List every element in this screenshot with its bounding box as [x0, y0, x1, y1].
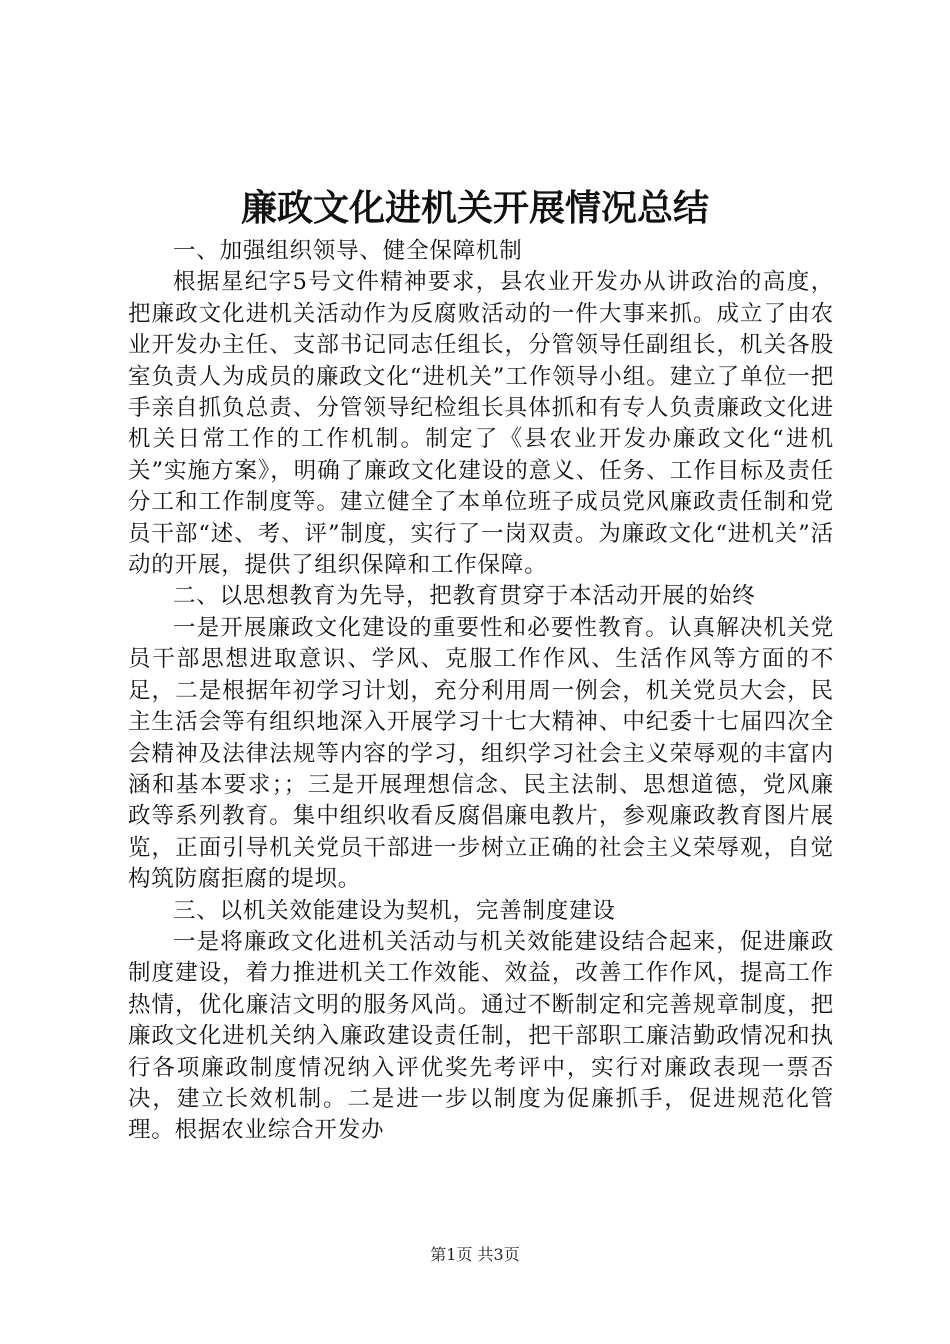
paragraph-1: 根据星纪字5号文件精神要求，县农业开发办从讲政治的高度，把廉政文化进机关活动作为反腐败活动的一件大事来抓。成立了由农业开发办主任、支部书记同志任组长，分管领导任副组长，机关各股室负责人为成员的廉政文化“进机关”工作领导小组。建立了单位一把手亲自抓负总责、分管领导纪检组长具体抓和有专人负责廉政文化进机关日常工作的工作机制。制定了《县农业开发办廉政文化“进机关”实施方案》，明确了廉政文化建设的意义、任务、工作目标及责任分工和工作制度等。建立健全了本单位班子成员党风廉政责任制和党员干部“述、考、评”制度，实行了一岗双责。为廉政文化“进机关”活动的开展，提供了组织保障和工作保障。 [128, 269, 834, 579]
section-heading-3: 三、以机关效能建设为契机，完善制度建设 [173, 897, 616, 924]
section-heading-1: 一、加强组织领导、健全保障机制 [173, 238, 523, 264]
document-title: 廉政文化进机关开展情况总结 [240, 187, 709, 229]
paragraph-2: 一是开展廉政文化建设的重要性和必要性教育。认真解决机关党员干部思想进取意识、学风、克服工作作风、生活作风等方面的不足，二是根据年初学习计划，充分利用周一例会，机关党员大会，民主生活会等有组织地深入开展学习十七大精神、中纪委十七届四次全会精神及法律法规等内容的学习，组织学习社会主义荣辱观的丰富内涵和基本要求；；三是开展理想信念、民主法制、思想道德，党风廉政等系列教育。集中组织收看反腐倡廉电教片，参观廉政教育图片展览，正面引导机关党员干部进一步树立正确的社会主义荣辱观，自觉构筑防腐拒腐的堤坝。 [128, 614, 834, 893]
section-heading-2: 二、以思想教育为先导，把教育贯穿于本活动开展的始终 [173, 583, 756, 610]
document-body [128, 236, 834, 1147]
paragraph-3: 一是将廉政文化进机关活动与机关效能建设结合起来，促进廉政制度建设，着力推进机关工作效能、效益，改善工作作风，提高工作热情，优化廉洁文明的服务风尚。通过不断制定和完善规章制度，把廉政文化进机关纳入廉政建设责任制，把干部职工廉洁勤政情况和执行各项廉政制度情况纳入评优奖先考评中，实行对廉政表现一票否决，建立长效机制。二是进一步以制度为促廉抓手，促进规范化管理。根据农业综合开发办 [128, 928, 834, 1144]
page-footer: 第1页 共3页 [430, 1245, 520, 1264]
